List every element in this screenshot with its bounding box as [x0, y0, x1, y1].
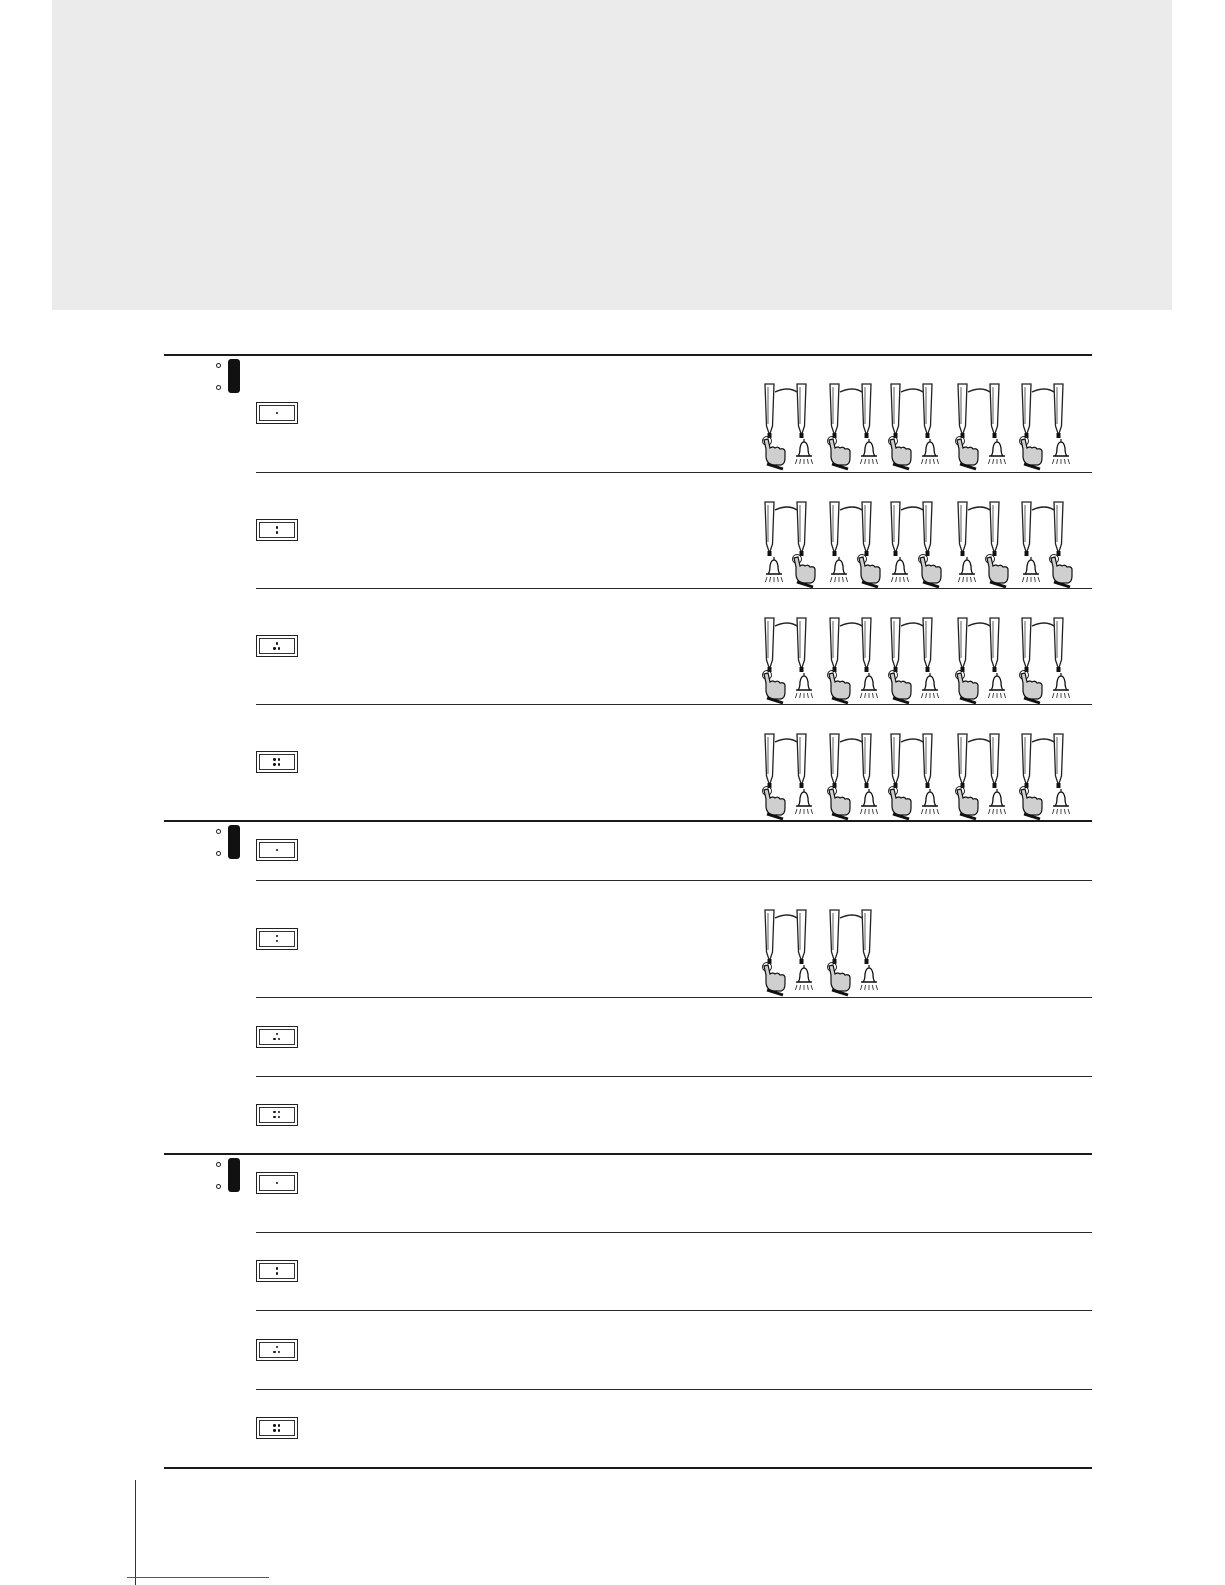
- handset-bar-icon: [765, 734, 774, 785]
- pressing-hand-icon: [828, 963, 851, 996]
- ring-bell-icon: [830, 557, 847, 582]
- key-dot: [278, 1429, 280, 1431]
- handset-body: [228, 359, 240, 393]
- row-divider: [256, 880, 1092, 881]
- sequence-row: [763, 616, 1093, 706]
- handset-bar-icon: [990, 734, 999, 785]
- ring-bell-icon: [921, 673, 938, 698]
- pressing-hand-icon: [889, 671, 912, 704]
- pressing-hand-icon: [956, 437, 979, 470]
- cord-link: [968, 389, 990, 392]
- ring-bell-icon: [1022, 557, 1039, 582]
- sequence-step: [765, 502, 815, 587]
- handset-sequence: [763, 500, 1093, 590]
- sequence-step: [1022, 502, 1072, 587]
- sequence-step: [956, 734, 1006, 819]
- key-dot: [278, 1351, 280, 1353]
- handset-bar-icon: [990, 502, 999, 553]
- handset-icon: [214, 825, 242, 861]
- ring-bell-icon: [795, 789, 812, 814]
- cord-link: [901, 389, 923, 392]
- handset-bar-icon: [923, 502, 932, 553]
- row-divider: [256, 1389, 1092, 1390]
- ring-bell-icon: [860, 965, 877, 990]
- ring-bell-icon: [860, 789, 877, 814]
- pressing-hand-icon: [763, 437, 786, 470]
- handset-bar-icon: [923, 384, 932, 435]
- sequence-step: [1020, 384, 1070, 469]
- indicator-dot: [216, 851, 221, 856]
- sequence-step: [763, 734, 813, 819]
- handset-sequence: [763, 908, 1093, 998]
- section-divider: [164, 354, 1092, 356]
- row-divider: [256, 588, 1092, 589]
- pressing-hand-icon: [828, 671, 851, 704]
- handset-bar-icon: [1022, 618, 1031, 669]
- cord-link: [1032, 507, 1054, 510]
- handset-sequence: [763, 732, 1093, 822]
- handset-bar-icon: [1054, 502, 1063, 553]
- handset-bar-icon: [891, 384, 900, 435]
- row-divider: [256, 997, 1092, 998]
- key-dot: [278, 1038, 280, 1040]
- cord-link: [840, 507, 862, 510]
- sequence-step: [828, 734, 878, 819]
- indicator-dot: [216, 363, 221, 368]
- sequence-step: [891, 502, 941, 587]
- handset-bar-icon: [765, 618, 774, 669]
- handset-bar-icon: [891, 502, 900, 553]
- handset-bar-icon: [923, 734, 932, 785]
- ring-bell-icon: [765, 557, 782, 582]
- pressing-hand-icon: [1020, 787, 1043, 820]
- key-4-button[interactable]: [256, 1104, 298, 1126]
- key-dot: [276, 940, 278, 942]
- key-dot: [278, 1111, 280, 1113]
- handset-bar-icon: [862, 734, 871, 785]
- pressing-hand-icon: [763, 787, 786, 820]
- handset-bar-icon: [830, 910, 839, 961]
- key-2-button[interactable]: [256, 1260, 298, 1282]
- key-dot: [278, 763, 280, 765]
- key-dot: [276, 642, 278, 644]
- sequence-step: [1020, 618, 1070, 703]
- handset-bar-icon: [923, 618, 932, 669]
- sequence-step: [828, 618, 878, 703]
- handset-icon: [214, 359, 242, 395]
- sequence-step: [830, 502, 880, 587]
- handset-bar-icon: [797, 734, 806, 785]
- handset-sequence: [763, 382, 1093, 472]
- handset-bar-icon: [891, 734, 900, 785]
- key-dot: [273, 1351, 275, 1353]
- key-dot: [276, 1267, 278, 1269]
- cord-link: [840, 915, 862, 918]
- cord-link: [901, 623, 923, 626]
- pressing-hand-icon: [1020, 437, 1043, 470]
- sequence-step: [828, 910, 878, 995]
- cord-link: [968, 507, 990, 510]
- cord-link: [901, 739, 923, 742]
- row-divider: [256, 1232, 1092, 1233]
- handset-body: [228, 825, 240, 859]
- cord-link: [775, 915, 797, 918]
- key-dot: [276, 1346, 278, 1348]
- ring-bell-icon: [958, 557, 975, 582]
- ring-bell-icon: [795, 673, 812, 698]
- pressing-hand-icon: [919, 555, 942, 588]
- key-dot: [278, 1116, 280, 1118]
- row-divider: [256, 1076, 1092, 1077]
- key-dot: [273, 758, 275, 760]
- handset-bar-icon: [1054, 734, 1063, 785]
- pressing-hand-icon: [889, 437, 912, 470]
- key-dot: [273, 1111, 275, 1113]
- key-dot: [276, 935, 278, 937]
- pressing-hand-icon: [1020, 671, 1043, 704]
- ring-bell-icon: [921, 439, 938, 464]
- ring-bell-icon: [860, 439, 877, 464]
- key-2-button[interactable]: [256, 519, 298, 541]
- key-dot: [273, 1038, 275, 1040]
- cord-link: [775, 739, 797, 742]
- ring-bell-icon: [1052, 789, 1069, 814]
- handset-bar-icon: [765, 384, 774, 435]
- handset-bar-icon: [990, 618, 999, 669]
- cord-link: [1032, 623, 1054, 626]
- table-bottom-rule: [164, 1467, 1092, 1469]
- cord-link: [840, 389, 862, 392]
- handset-bar-icon: [958, 734, 967, 785]
- key-2-button[interactable]: [256, 928, 298, 950]
- key-4-button[interactable]: [256, 1417, 298, 1439]
- key-dot: [276, 526, 278, 528]
- handset-body: [228, 1158, 240, 1192]
- handset-bar-icon: [862, 618, 871, 669]
- sequence-row: [763, 382, 1093, 472]
- cord-link: [1032, 739, 1054, 742]
- pressing-hand-icon: [986, 555, 1009, 588]
- sequence-step: [889, 734, 939, 819]
- ring-bell-icon: [988, 439, 1005, 464]
- indicator-dot: [216, 385, 221, 390]
- key-dot: [273, 1116, 275, 1118]
- pressing-hand-icon: [828, 437, 851, 470]
- handset-bar-icon: [1022, 734, 1031, 785]
- key-1-button[interactable]: [256, 839, 298, 861]
- margin-line: [135, 1480, 136, 1585]
- ring-bell-icon: [1052, 673, 1069, 698]
- key-dot: [273, 1429, 275, 1431]
- sequence-step: [763, 384, 813, 469]
- row-divider: [256, 1310, 1092, 1311]
- handset-bar-icon: [797, 618, 806, 669]
- key-1-button[interactable]: [256, 1172, 298, 1194]
- key-dot: [276, 531, 278, 533]
- ring-bell-icon: [921, 789, 938, 814]
- ring-bell-icon: [795, 439, 812, 464]
- pressing-hand-icon: [858, 555, 881, 588]
- pressing-hand-icon: [1050, 555, 1073, 588]
- footer-link-underline: [127, 1577, 269, 1578]
- pressing-hand-icon: [828, 787, 851, 820]
- key-dot: [276, 412, 278, 414]
- key-3-button[interactable]: [256, 635, 298, 657]
- sequence-row: [763, 732, 1093, 822]
- sequence-step: [956, 384, 1006, 469]
- ring-bell-icon: [1052, 439, 1069, 464]
- section-divider: [164, 1153, 1092, 1155]
- key-dot: [276, 849, 278, 851]
- sequence-step: [889, 384, 939, 469]
- cord-link: [901, 507, 923, 510]
- sequence-step: [763, 910, 813, 995]
- cord-link: [968, 739, 990, 742]
- cord-link: [968, 623, 990, 626]
- ring-bell-icon: [891, 557, 908, 582]
- sequence-step: [956, 618, 1006, 703]
- handset-bar-icon: [1022, 502, 1031, 553]
- section-divider: [164, 820, 1092, 822]
- handset-sequence: [763, 616, 1093, 706]
- handset-bar-icon: [830, 502, 839, 553]
- key-dot: [278, 647, 280, 649]
- handset-bar-icon: [1054, 618, 1063, 669]
- key-dot: [273, 1424, 275, 1426]
- handset-bar-icon: [862, 502, 871, 553]
- key-dot: [278, 1424, 280, 1426]
- pressing-hand-icon: [793, 555, 816, 588]
- indicator-dot: [216, 1162, 221, 1167]
- key-dot: [278, 758, 280, 760]
- handset-bar-icon: [1054, 384, 1063, 435]
- key-dot: [276, 1272, 278, 1274]
- handset-bar-icon: [830, 618, 839, 669]
- handset-bar-icon: [830, 384, 839, 435]
- sequence-step: [763, 618, 813, 703]
- key-4-button[interactable]: [256, 751, 298, 773]
- pressing-hand-icon: [956, 787, 979, 820]
- cord-link: [775, 389, 797, 392]
- pressing-hand-icon: [956, 671, 979, 704]
- ring-bell-icon: [988, 789, 1005, 814]
- handset-bar-icon: [797, 384, 806, 435]
- ring-bell-icon: [988, 673, 1005, 698]
- sequence-row: [763, 500, 1093, 590]
- header-band: [52, 0, 1172, 310]
- pressing-hand-icon: [763, 963, 786, 996]
- handset-bar-icon: [891, 618, 900, 669]
- cord-link: [840, 623, 862, 626]
- sequence-step: [1020, 734, 1070, 819]
- handset-bar-icon: [765, 502, 774, 553]
- key-dot: [273, 763, 275, 765]
- handset-bar-icon: [765, 910, 774, 961]
- cord-link: [1032, 389, 1054, 392]
- handset-icon: [214, 1158, 242, 1194]
- key-1-button[interactable]: [256, 402, 298, 424]
- key-3-button[interactable]: [256, 1026, 298, 1048]
- row-divider: [256, 704, 1092, 705]
- key-dot: [276, 1182, 278, 1184]
- pressing-hand-icon: [889, 787, 912, 820]
- pressing-hand-icon: [763, 671, 786, 704]
- handset-bar-icon: [958, 618, 967, 669]
- handset-bar-icon: [797, 910, 806, 961]
- handset-bar-icon: [990, 384, 999, 435]
- key-3-button[interactable]: [256, 1339, 298, 1361]
- handset-bar-icon: [862, 384, 871, 435]
- sequence-row: [763, 908, 1093, 998]
- handset-bar-icon: [958, 384, 967, 435]
- sequence-step: [828, 384, 878, 469]
- handset-bar-icon: [862, 910, 871, 961]
- indicator-dot: [216, 829, 221, 834]
- cord-link: [775, 507, 797, 510]
- sequence-step: [889, 618, 939, 703]
- handset-bar-icon: [797, 502, 806, 553]
- ring-bell-icon: [860, 673, 877, 698]
- sequence-step: [958, 502, 1008, 587]
- indicator-dot: [216, 1184, 221, 1189]
- key-dot: [276, 1033, 278, 1035]
- key-dot: [273, 647, 275, 649]
- handset-bar-icon: [958, 502, 967, 553]
- row-divider: [256, 472, 1092, 473]
- handset-bar-icon: [830, 734, 839, 785]
- cord-link: [775, 623, 797, 626]
- handset-bar-icon: [1022, 384, 1031, 435]
- cord-link: [840, 739, 862, 742]
- ring-bell-icon: [795, 965, 812, 990]
